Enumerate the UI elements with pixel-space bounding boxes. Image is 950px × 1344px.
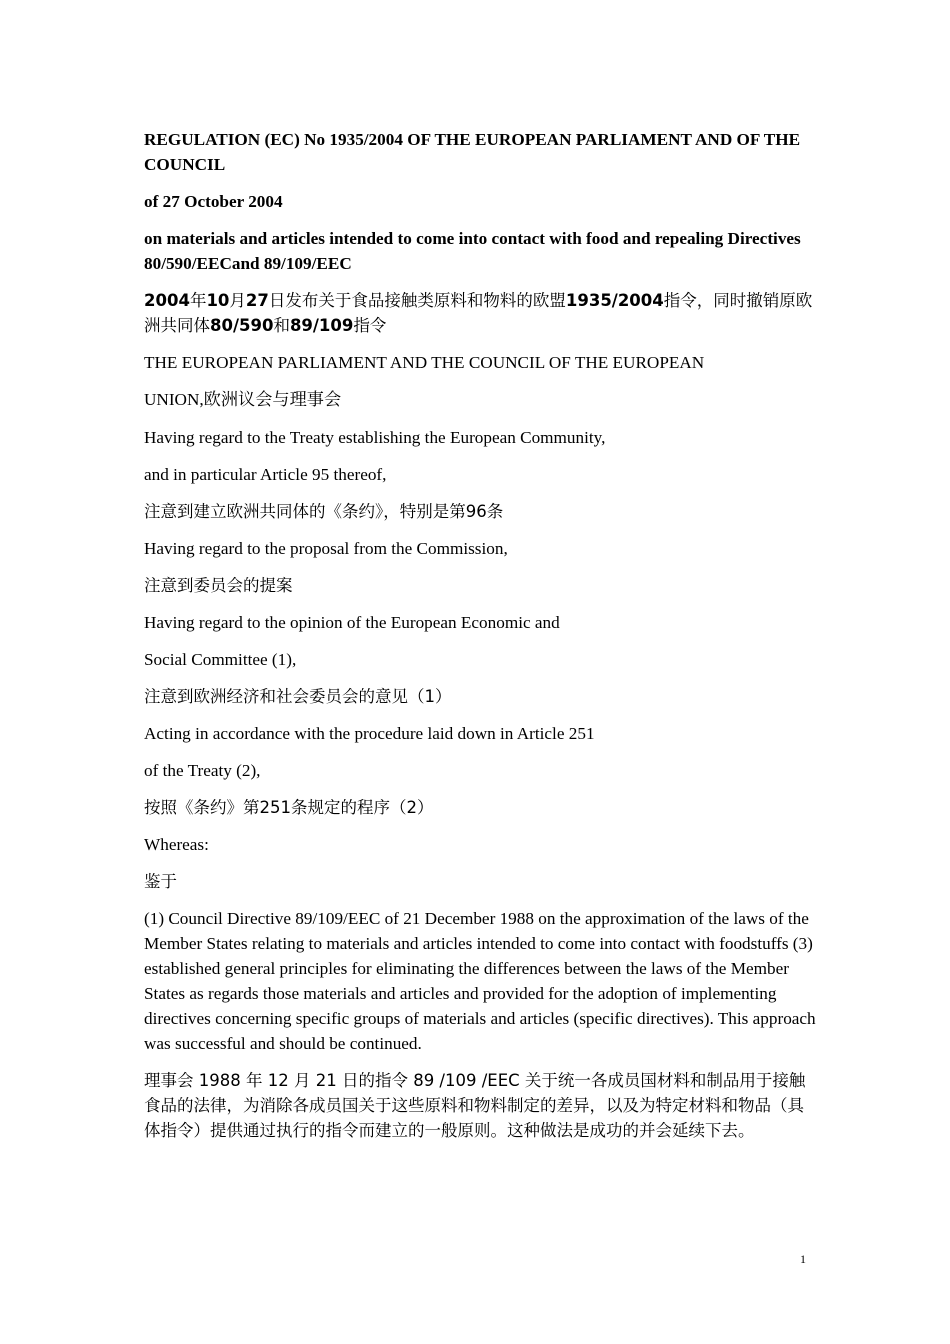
page-number: 1 bbox=[800, 1252, 806, 1266]
proposal-zh: 注意到委员会的提案 bbox=[144, 576, 293, 595]
zh-title-month: 10 bbox=[206, 291, 230, 310]
zh-title-directive-2: 89/109 bbox=[289, 316, 354, 335]
acting-line-1: Acting in accordance with the procedure laid down in Article 251 bbox=[144, 724, 595, 743]
regulation-subject: on materials and articles intended to come into contact with food and repealing Directives 80/590/EECand 89/109/EEC bbox=[144, 229, 801, 273]
acting-line-2: of the Treaty (2), bbox=[144, 761, 261, 780]
zh-title-part: 月 bbox=[229, 291, 246, 310]
parliament-line-2-en: UNION, bbox=[144, 390, 204, 409]
regulation-date: of 27 October 2004 bbox=[144, 192, 283, 211]
whereas-en: Whereas: bbox=[144, 835, 209, 854]
proposal-en: Having regard to the proposal from the Commission, bbox=[144, 539, 508, 558]
zh-title-part: 指令，同时撤销原欧洲共同体 bbox=[144, 291, 813, 335]
parliament-line-2-zh: 欧洲议会与理事会 bbox=[203, 390, 342, 410]
opinion-line-1: Having regard to the opinion of the European Economic and bbox=[144, 613, 560, 632]
opinion-zh: 注意到欧洲经济和社会委员会的意见（1） bbox=[144, 687, 452, 706]
recital-1-en: (1) Council Directive 89/109/EEC of 21 December 1988 on the approximation of the laws of the Member States relating to materials and articles intended to come into contact with foodstuffs (3) established general principles for eliminating the differences between the laws of the Member States as regards those materials and articles and provided for the adoption of implementing directives concerning specific groups of materials and articles (specific directives). This approach was successful and should be continued. bbox=[144, 909, 816, 1053]
zh-title-directive-1: 80/590 bbox=[210, 316, 274, 335]
acting-zh: 按照《条约》第251条规定的程序（2） bbox=[144, 798, 434, 817]
zh-title-regulation-no: 1935/2004 bbox=[565, 291, 664, 310]
opinion-line-2: Social Committee (1), bbox=[144, 650, 297, 669]
zh-title-part: 和 bbox=[273, 316, 290, 335]
treaty-line-1: Having regard to the Treaty establishing the European Community, bbox=[144, 428, 606, 447]
parliament-line-1: THE EUROPEAN PARLIAMENT AND THE COUNCIL OF THE EUROPEAN bbox=[144, 353, 705, 372]
parliament-line-2 bbox=[144, 387, 816, 413]
zh-title-part: 日发布关于食品接触类原料和物料的欧盟 bbox=[268, 291, 566, 310]
zh-title-day: 27 bbox=[245, 291, 269, 310]
treaty-line-2: and in particular Article 95 thereof, bbox=[144, 465, 387, 484]
zh-title-part: 指令 bbox=[353, 316, 387, 335]
recital-1-zh: 理事会 1988 年 12 月 21 日的指令 89 /109 /EEC 关于统一各成员国材料和制品用于接触食品的法律，为消除各成员国关于这些原料和物料制定的差异，以及为特定材料和物品（具体指令）提供通过执行的指令而建立的一般原则。这种做法是成功的并会延续下去。 bbox=[144, 1071, 806, 1140]
zh-title-year: 2004 bbox=[144, 291, 190, 310]
document-body bbox=[144, 127, 816, 1155]
treaty-zh: 注意到建立欧洲共同体的《条约》，特别是第96条 bbox=[144, 502, 504, 521]
chinese-title bbox=[144, 288, 816, 338]
regulation-title: REGULATION (EC) No 1935/2004 OF THE EUROPEAN PARLIAMENT AND OF THE COUNCIL bbox=[144, 130, 801, 174]
zh-title-part: 年 bbox=[189, 291, 207, 310]
whereas-zh: 鉴于 bbox=[144, 872, 177, 891]
